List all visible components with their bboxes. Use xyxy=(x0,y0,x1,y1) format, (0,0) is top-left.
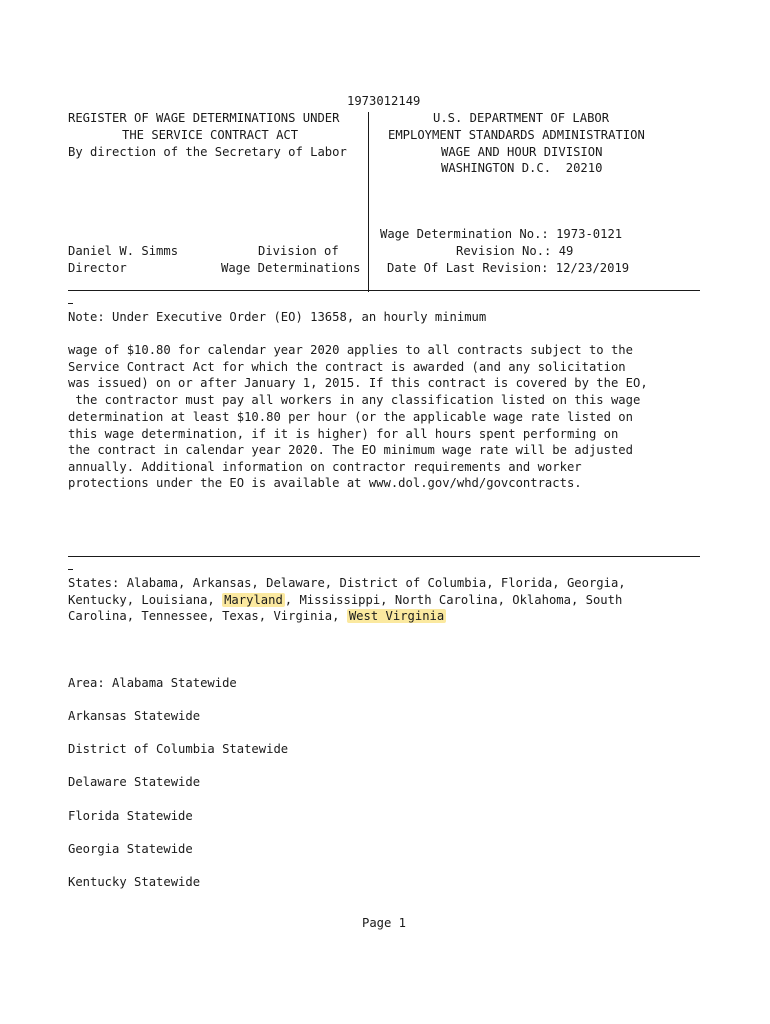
service-contract-act: THE SERVICE CONTRACT ACT xyxy=(122,128,299,142)
revision-number: Revision No.: 49 xyxy=(456,244,574,258)
area-item: Florida Statewide xyxy=(68,809,193,823)
states-text: Kentucky, Louisiana, xyxy=(68,593,223,607)
direction-line: By direction of the Secretary of Labor xyxy=(68,145,347,159)
states-line xyxy=(68,592,622,608)
states-line xyxy=(68,608,446,624)
area-item: Area: Alabama Statewide xyxy=(68,676,237,690)
area-item: Arkansas Statewide xyxy=(68,709,201,723)
signatory-name: Daniel W. Simms xyxy=(68,244,179,258)
signatory-title: Director xyxy=(68,261,127,275)
note-line: the contract in calendar year 2020. The EO minimum wage rate will be adjusted xyxy=(68,443,633,457)
header-rule xyxy=(68,290,700,291)
states-line: States: Alabama, Arkansas, Delaware, District of Columbia, Florida, Georgia, xyxy=(68,576,626,590)
note-line: this wage determination, if it is higher) for all hours spent performing on xyxy=(68,427,619,441)
area-item: District of Columbia Statewide xyxy=(68,742,289,756)
note-line: determination at least $10.80 per hour (or the applicable wage rate listed on xyxy=(68,410,633,424)
note-line: was issued) on or after January 1, 2015. If this contract is covered by the EO, xyxy=(68,376,648,390)
division-label-2: Wage Determinations xyxy=(221,261,361,275)
highlighted-state-maryland: Maryland xyxy=(224,593,283,607)
rule-tail xyxy=(68,303,73,304)
highlighted-state-west-virginia: West Virginia xyxy=(348,609,445,623)
states-text: Carolina, Tennessee, Texas, Virginia, xyxy=(68,609,347,623)
note-line: wage of $10.80 for calendar year 2020 applies to all contracts subject to the xyxy=(68,343,633,357)
section-rule xyxy=(68,556,700,557)
address-line: WASHINGTON D.C. 20210 xyxy=(441,161,603,175)
note-line: protections under the EO is available at www.dol.gov/whd/govcontracts. xyxy=(68,476,582,490)
rule-tail xyxy=(68,569,73,570)
note-line: the contractor must pay all workers in any classification listed on this wage xyxy=(68,393,641,407)
document-id: 1973012149 xyxy=(347,94,421,108)
page-number: Page 1 xyxy=(362,916,407,930)
wage-determination-number: Wage Determination No.: 1973-0121 xyxy=(380,227,623,241)
note-line: annually. Additional information on contractor requirements and worker xyxy=(68,460,582,474)
column-divider xyxy=(368,112,369,292)
division-name: WAGE AND HOUR DIVISION xyxy=(441,145,603,159)
last-revision-date: Date Of Last Revision: 12/23/2019 xyxy=(387,261,630,275)
note-line: Service Contract Act for which the contract is awarded (and any solicitation xyxy=(68,360,626,374)
area-item: Kentucky Statewide xyxy=(68,875,201,889)
area-item: Georgia Statewide xyxy=(68,842,193,856)
administration-name: EMPLOYMENT STANDARDS ADMINISTRATION xyxy=(388,128,645,142)
register-title: REGISTER OF WAGE DETERMINATIONS UNDER xyxy=(68,111,340,125)
department-name: U.S. DEPARTMENT OF LABOR xyxy=(433,111,610,125)
area-item: Delaware Statewide xyxy=(68,775,201,789)
states-text: , Mississippi, North Carolina, Oklahoma, South xyxy=(284,593,623,607)
note-lead: Note: Under Executive Order (EO) 13658, an hourly minimum xyxy=(68,310,487,324)
division-label: Division of xyxy=(258,244,339,258)
